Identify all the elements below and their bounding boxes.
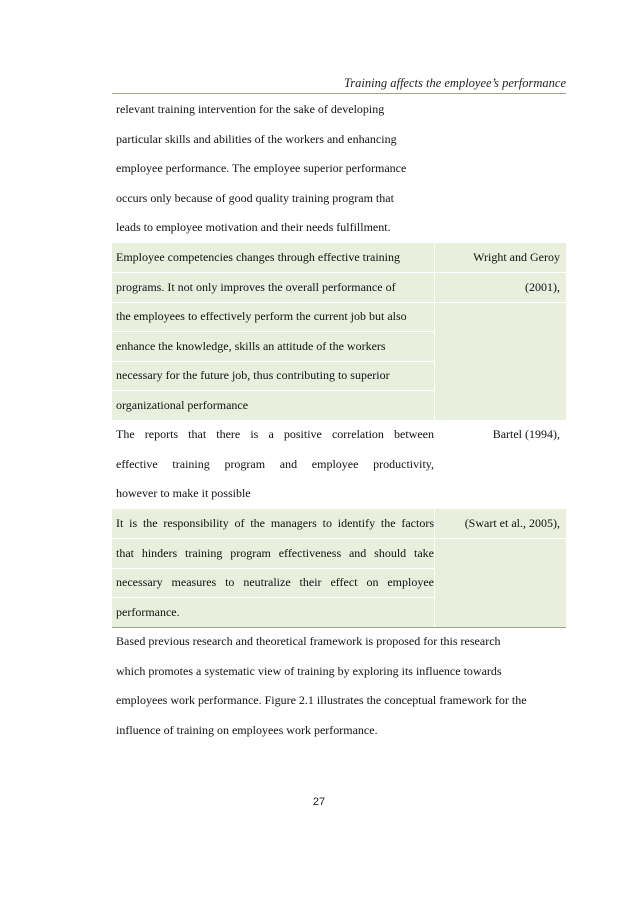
text-line: influence of training on employees work performance. [116, 722, 378, 737]
reference-line: (2001), [525, 279, 560, 294]
row-description [116, 509, 434, 627]
text-line: necessary measures to neutralize their effect on employee [116, 575, 434, 589]
text-line: leads to employee motivation and their needs fulfillment. [116, 220, 391, 234]
page-number: 27 [312, 796, 326, 808]
column-divider [434, 243, 435, 420]
text-line: effective training program and employee productivity, [116, 456, 434, 471]
row-reference [436, 243, 560, 302]
table-row [112, 95, 566, 243]
reference-line: (Swart et al., 2005), [464, 516, 560, 530]
reference-line: Wright and Geroy [473, 250, 560, 264]
table-row [112, 420, 566, 509]
text-line: particular skills and abilities of the workers and enhancing [116, 131, 397, 146]
header-rule [112, 93, 566, 94]
text-line: occurs only because of good quality training program that [116, 190, 394, 205]
column-divider [434, 509, 435, 627]
text-line: performance. [116, 604, 180, 619]
text-line: which promotes a systematic view of training by exploring its influence towards [116, 663, 502, 678]
text-line: employee performance. The employee superior performance [116, 161, 407, 175]
text-line: The reports that there is a positive correlation between [116, 427, 434, 441]
text-line: necessary for the future job, thus contributing to superior [116, 368, 390, 382]
text-line: organizational performance [116, 397, 249, 412]
row-description [116, 420, 434, 509]
text-line: Employee competencies changes through effective training [116, 250, 401, 264]
text-line: the employees to effectively perform the current job but also [116, 309, 407, 323]
text-line: employees work performance. Figure 2.1 illustrates the conceptual framework for the [116, 693, 527, 707]
reference-line: Bartel (1994), [492, 427, 560, 441]
text-line: It is the responsibility of the managers to identify the factors [116, 516, 434, 530]
text-line: enhance the knowledge, skills an attitude of the workers [116, 338, 386, 353]
table-row [112, 243, 566, 420]
running-header: Training affects the employee’s performance [344, 76, 566, 90]
text-line: programs. It not only improves the overall performance of [116, 279, 396, 294]
row-description [116, 95, 434, 243]
literature-table [112, 95, 566, 628]
row-reference [436, 509, 560, 539]
row-description [116, 243, 434, 420]
body-paragraph [116, 627, 564, 745]
text-line: Based previous research and theoretical framework is proposed for this research [116, 634, 501, 648]
table-row [112, 509, 566, 628]
text-line: that hinders training program effectiveness and should take [116, 545, 434, 560]
row-reference [436, 420, 560, 450]
text-line: however to make it possible [116, 486, 251, 500]
text-line: relevant training intervention for the sake of developing [116, 102, 385, 116]
